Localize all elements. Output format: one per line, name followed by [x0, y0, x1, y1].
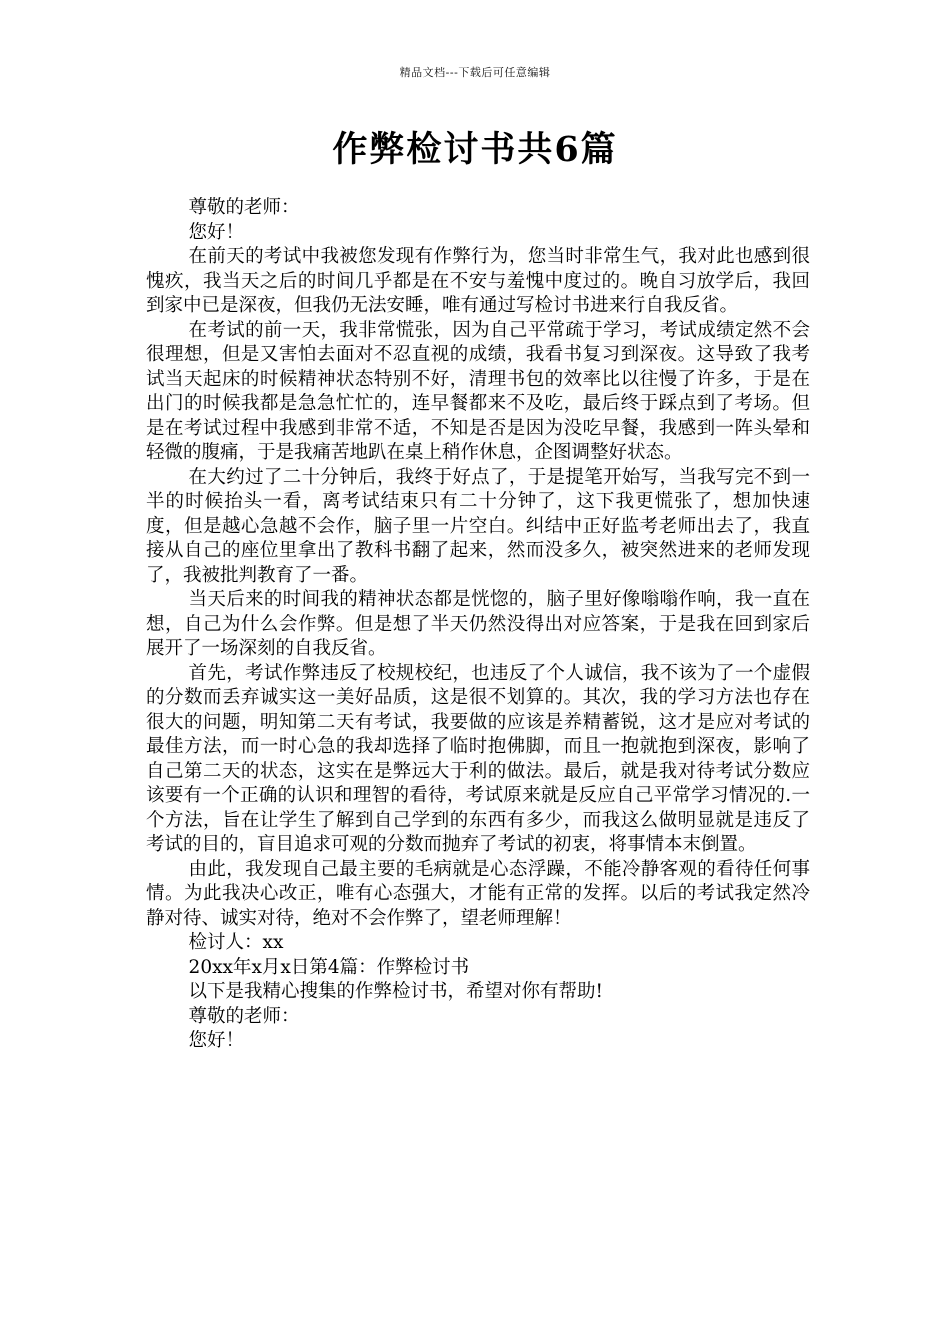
- greeting: 您好！: [188, 1030, 245, 1051]
- date-and-next-title: 20xx年x月x日第4篇：作弊检讨书: [188, 956, 470, 978]
- body-paragraph: 在考试的前一天，我非常慌张，因为自己平常疏于学习，考试成绩定然不会很理想，但是又害怕去面对不忍直视的成绩，我看书复习到深夜。这导致了我考试当天起床的时候精神状态特别不好，清理书包的效率比以往慢了许多，于是在出门的时候我都是急急忙忙的，连早餐都来不及吃，最后终于踩点到了考场。但是在考试过程中我感到非常不适，不知是否是因为没吃早餐，我感到一阵头晕和轻微的腹痛，于是我痛苦地趴在桌上稍作休息，企图调整好状态。: [146, 319, 810, 463]
- intro-line: 以下是我精心搜集的作弊检讨书，希望对你有帮助!: [188, 981, 603, 1002]
- document-body: [146, 196, 810, 1054]
- body-paragraph: 在大约过了二十分钟后，我终于好点了，于是提笔开始写，当我写完不到一半的时候抬头一看，离考试结束只有二十分钟了，这下我更慌张了，想加快速度，但是越心急越不会作，脑子里一片空白。纠结中正好监考老师出去了，我直接从自己的座位里拿出了教科书翻了起来，然而没多久，被突然进来的老师发现了，我被批判教育了一番。: [146, 466, 810, 586]
- salutation: 尊敬的老师：: [188, 197, 300, 218]
- greeting: 您好！: [188, 221, 245, 243]
- signature-line: 检讨人：xx: [188, 932, 284, 953]
- body-paragraph: 当天后来的时间我的精神状态都是恍惚的，脑子里好像嗡嗡作响，我一直在想，自己为什么会作弊。但是想了半天仍然没得出对应答案，于是我在回到家后展开了一场深刻的自我反省。: [146, 589, 810, 659]
- body-paragraph: 在前天的考试中我被您发现有作弊行为，您当时非常生气，我对此也感到很愧疚，我当天之后的时间几乎都是在不安与羞愧中度过的。晚自习放学后，我回到家中已是深夜，但我仍无法安睡，唯有通过写检讨书进来行自我反省。: [146, 246, 810, 316]
- document-title: 作弊检讨书共6篇: [332, 129, 618, 170]
- salutation: 尊敬的老师：: [188, 1005, 300, 1027]
- body-paragraph: 首先，考试作弊违反了校规校纪，也违反了个人诚信，我不该为了一个虚假的分数而丢弃诚实这一美好品质，这是很不划算的。其次，我的学习方法也存在很大的问题，明知第二天有考试，我要做的应该是养精蓄锐，这才是应对考试的最佳方法，而一时心急的我却选择了临时抱佛脚，而且一抱就抱到深夜，影响了自己第二天的状态，这实在是弊远大于利的做法。最后，就是我对待考试分数应该要有一个正确的认识和理智的看待，考试原来就是反应自己平常学习情况的.一个方法，旨在让学生了解到自己学到的东西有多少，而我这么做明显就是违反了考试的目的，盲目追求可观的分数而抛弃了考试的初衷，将事情本末倒置。: [146, 662, 810, 855]
- page-header-note: 精品文档---下载后可任意编辑: [399, 66, 551, 79]
- body-paragraph: 由此，我发现自己最主要的毛病就是心态浮躁，不能冷静客观的看待任何事情。为此我决心改正，唯有心态强大，才能有正常的发挥。以后的考试我定然冷静对待、诚实对待，绝对不会作弊了，望老师理解！: [146, 858, 810, 929]
